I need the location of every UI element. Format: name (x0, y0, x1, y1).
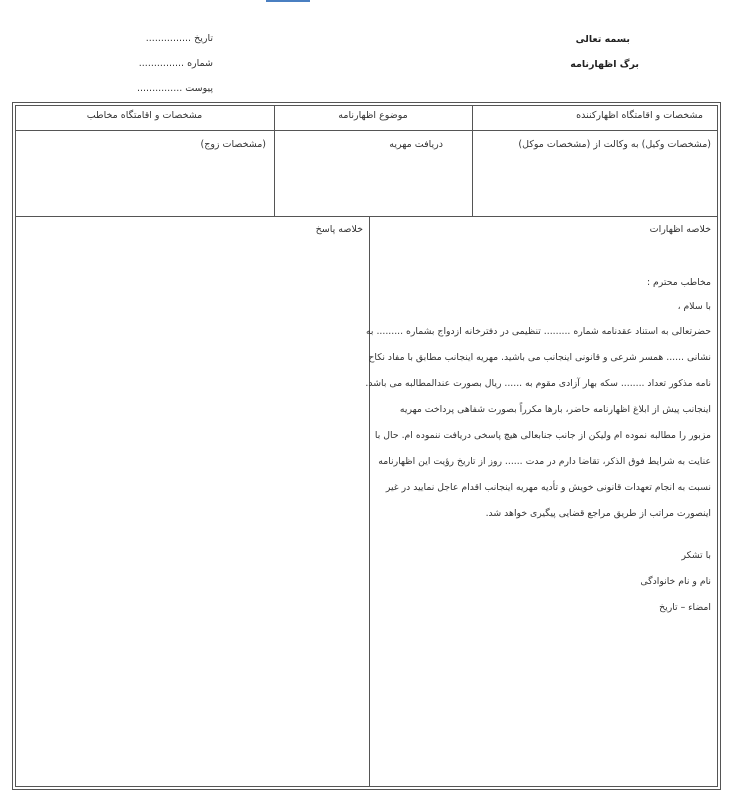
top-accent-bar (266, 0, 310, 2)
subject-value: دریافت مهریه (389, 139, 443, 150)
addressee-details: (مشخصات زوج) (200, 139, 266, 150)
statement-line: حضرتعالی به استناد عقدنامه شماره ......... تنظیمی در دفترخانه ازدواج بشماره ......... به (365, 326, 711, 337)
table-bottom-divider (15, 216, 718, 217)
statement-line: اینجانب پیش از ابلاغ اظهارنامه حاضر، بارها مکرراً بصورت شفاهی پرداخت مهریه (399, 404, 711, 415)
number-field: شماره ............... (138, 58, 213, 69)
name-line: نام و نام خانوادگی (640, 576, 711, 587)
inner-frame (15, 105, 718, 787)
statement-line: نسبت به انجام تعهدات قانونی خویش و تأدیه مهریه اینجانب اقدام عاجل نمایید در غیر (385, 482, 711, 493)
signature-date-line: امضاء – تاریخ (659, 602, 711, 613)
statement-line: مزبور را مطالبه نموده ام ولیکن از جانب جنابعالی هیچ پاسخی دریافت ننموده ام. حال با (374, 430, 711, 441)
greeting: با سلام ، (677, 301, 711, 312)
column-header-subject: موضوع اظهارنامه (338, 110, 408, 121)
bismillah-heading: بسمه تعالی (575, 34, 630, 45)
statement-line: نامه مذکور تعداد ........ سکه بهار آزادی مقوم به ...... ریال بصورت عندالمطالبه می باشد. (365, 378, 711, 389)
statements-title: خلاصه اظهارات (649, 224, 711, 235)
body-column-divider (369, 216, 370, 787)
column-divider-right (472, 105, 473, 216)
table-header-divider (15, 130, 718, 131)
statement-line: نشانی ...... همسر شرعی و قانونی اینجانب می باشید. مهریه اینجانب مطابق با مفاد نکاح (368, 352, 711, 363)
declarant-details: (مشخصات وکیل) به وکالت از (مشخصات موکل) (518, 139, 711, 150)
attachment-field: پیوست ............... (136, 83, 213, 94)
closing-thanks: با تشکر (681, 550, 711, 561)
reply-title: خلاصه پاسخ (315, 224, 363, 235)
salutation: مخاطب محترم : (646, 277, 711, 288)
document-title: برگ اظهارنامه (570, 59, 639, 70)
column-divider-left (274, 105, 275, 216)
column-header-addressee: مشخصات و اقامتگاه مخاطب (86, 110, 203, 121)
statement-line: اینصورت مراتب از طریق مراجع قضایی پیگیری خواهد شد. (485, 508, 711, 519)
date-field: تاریخ ............... (145, 33, 213, 44)
column-header-declarant: مشخصات و اقامتگاه اظهارکننده (576, 110, 703, 121)
statement-line: عنایت به شرایط فوق الذکر، تقاضا دارم در مدت ...... روز از تاریخ رؤیت این اظهارنامه (378, 456, 711, 467)
